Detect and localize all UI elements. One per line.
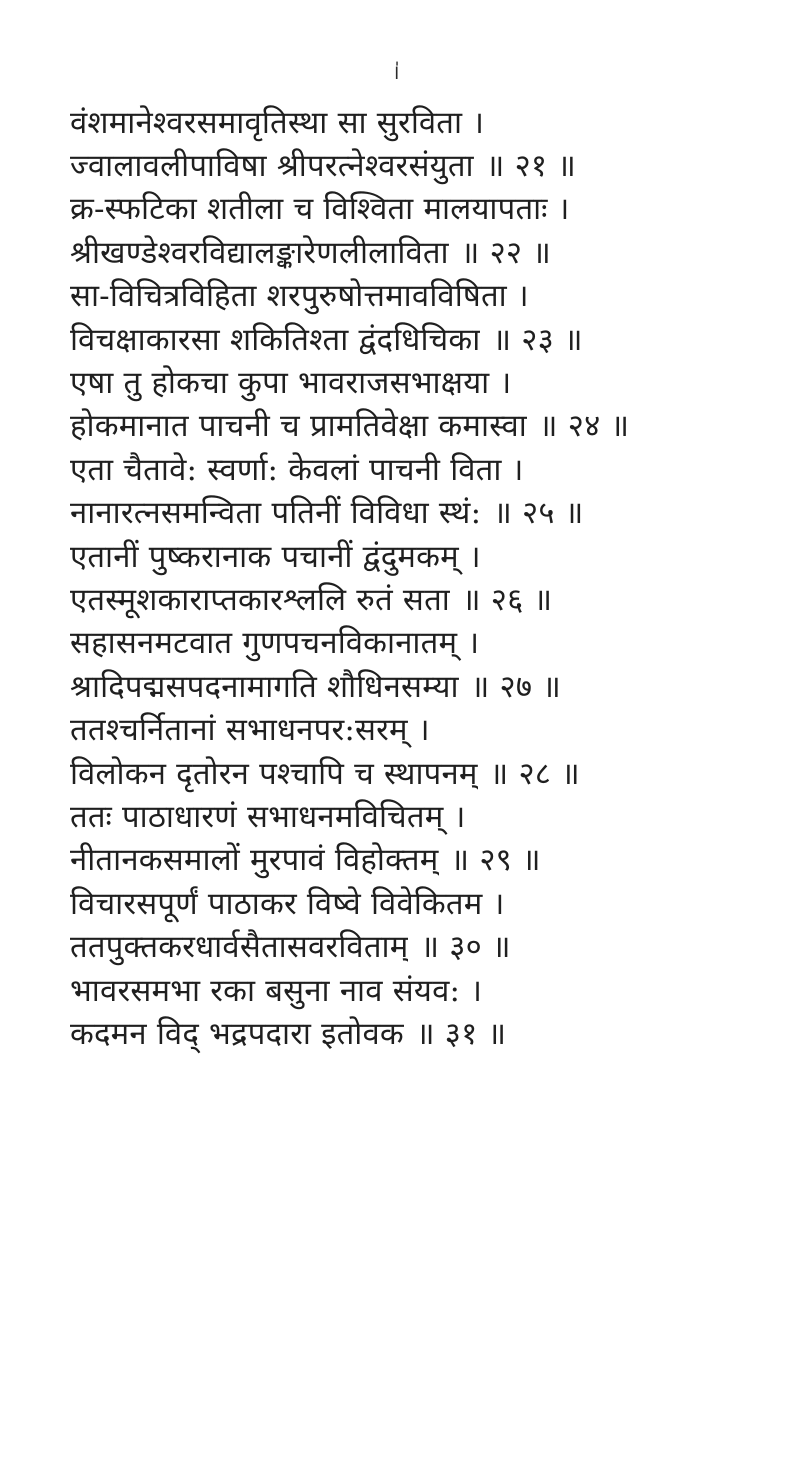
verse-text: सा-विचित्रविहिता शरपुरुषोत्तमावविषिता । (70, 278, 529, 315)
verse-line (70, 664, 770, 707)
verse-number: ॥ ३० ॥ (420, 929, 511, 966)
verse-text: श्रादिपद्मसपदनामागति शौधिनसम्या (70, 668, 459, 705)
verse-text: क्र-स्फटिका शतीला च विश्विता मालयापताः । (70, 191, 570, 228)
verse-text: विलोकन दृतोरन पश्चापि च स्थापनम् (70, 755, 478, 792)
verse-text: एषा तु होकचा कुपा भावराजसभाक्षया । (70, 365, 512, 402)
verse-line (70, 317, 770, 360)
verse-text: नानारत्नसमन्विता पतिनीं विविधा स्थं: (70, 495, 482, 532)
verse-line (70, 274, 770, 317)
verse-line (70, 143, 770, 186)
verse-block (70, 100, 770, 1055)
verse-line (70, 751, 770, 794)
verse-number: ॥ २२ ॥ (460, 234, 552, 271)
verse-text: एतस्मूशकाराप्तकारश्ललि रुतं सता (70, 581, 450, 618)
verse-text: विचक्षाकारसा शकितिश्ता द्वंदधिचिका (70, 321, 481, 358)
verse-line (70, 881, 770, 924)
verse-text: होकमानात पाचनी च प्रामतिवेक्षा कमास्वा (70, 408, 527, 445)
verse-text: ततश्चर्नितानां सभाधनपर:सरम् । (70, 712, 430, 749)
verse-number: ॥ ३१ ॥ (415, 1015, 507, 1052)
verse-number: ॥ २५ ॥ (493, 495, 584, 532)
verse-number: ॥ २९ ॥ (450, 842, 541, 879)
verse-line (70, 404, 770, 447)
verse-line (70, 577, 770, 620)
verse-text: सहासनमटवात गुणपचनविकानातम् । (70, 625, 480, 662)
verse-line (70, 707, 770, 750)
page-mark: ।॑ (392, 60, 400, 84)
verse-text: वंशमानेश्वरसमावृतिस्था सा सुरविता । (70, 104, 485, 141)
verse-text: ज्वालावलीपाविषा श्रीपरत्नेश्वरसंयुता (70, 148, 474, 185)
verse-line (70, 447, 770, 490)
verse-number: ॥ २८ ॥ (489, 755, 580, 792)
verse-number: ॥ २४ ॥ (538, 408, 630, 445)
verse-text: कदमन विद् भद्रपदारा इतोवक (70, 1015, 404, 1052)
verse-number: ॥ २६ ॥ (461, 581, 553, 618)
verse-line (70, 491, 770, 534)
verse-text: श्रीखण्डेश्वरविद्यालङ्कारेणलीलाविता (70, 234, 449, 271)
verse-text: ततपुक्तकरधार्वसैतासवरविताम् (70, 929, 409, 966)
verse-text: नीतानकसमालों मुरपावं विहोक्तम् (70, 842, 439, 879)
verse-line (70, 794, 770, 837)
verse-line (70, 100, 770, 143)
verse-line (70, 230, 770, 273)
verse-number: ॥ २७ ॥ (470, 668, 561, 705)
verse-text: भावरसमभा रका बसुना नाव संयव: । (70, 972, 483, 1009)
verse-line (70, 1011, 770, 1054)
verse-line (70, 187, 770, 230)
verse-text: एतानीं पुष्करानाक पचानीं द्वंदुमकम् । (70, 538, 481, 575)
verse-line (70, 534, 770, 577)
verse-text: एता चैतावे: स्वर्णा: केवलां पाचनी विता । (70, 451, 524, 488)
verse-text: ततः पाठाधारणं सभाधनमविचितम् । (70, 798, 466, 835)
verse-number: ॥ २१ ॥ (485, 148, 577, 185)
verse-line (70, 968, 770, 1011)
verse-line (70, 838, 770, 881)
verse-line (70, 621, 770, 664)
verse-line (70, 360, 770, 403)
verse-text: विचारसपूर्णं पाठाकर विष्वे विवेकितम । (70, 885, 505, 922)
verse-number: ॥ २३ ॥ (492, 321, 583, 358)
verse-line (70, 924, 770, 967)
